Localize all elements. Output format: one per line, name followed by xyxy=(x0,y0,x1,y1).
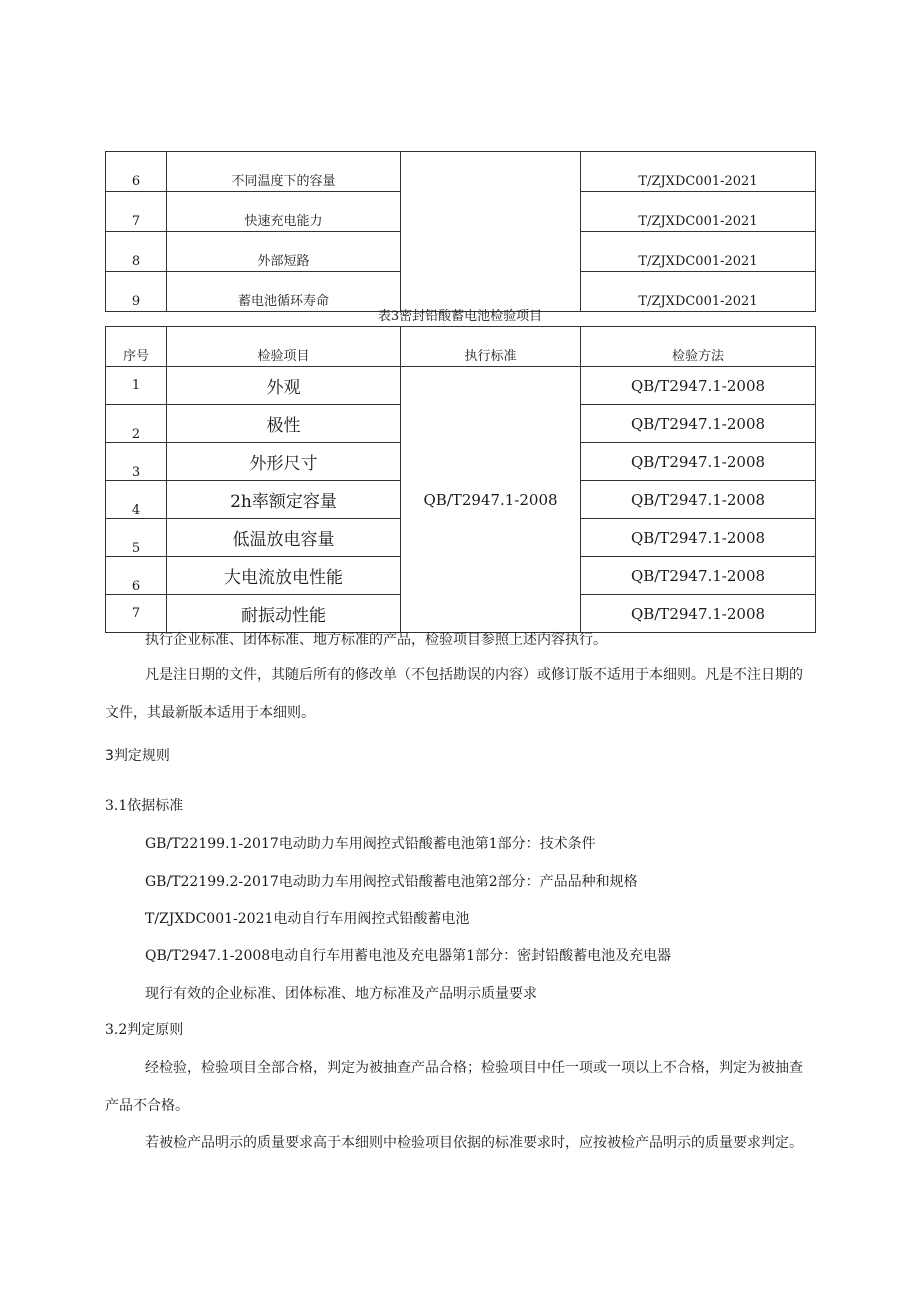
item-cell: 外部短路 xyxy=(167,232,401,272)
standard-cell-empty xyxy=(401,152,581,312)
method-cell: QB/T2947.1-2008 xyxy=(581,595,816,633)
method-cell: QB/T2947.1-2008 xyxy=(581,481,816,519)
section-heading: 3判定规则 xyxy=(105,748,170,764)
seq-cell: 6 xyxy=(106,557,167,595)
method-cell: T/ZJXDC001-2021 xyxy=(581,272,816,312)
paragraph-principle-1: 经检验，检验项目全部合格，判定为被抽查产品合格；检验项目中任一项或一项以上不合格，判定为被抽查产品不合格。 xyxy=(105,1060,803,1114)
header-method: 检验方法 xyxy=(581,327,816,367)
seq-cell: 3 xyxy=(106,443,167,481)
method-cell: T/ZJXDC001-2021 xyxy=(581,232,816,272)
subsection-title-basis: 3.1依据标准 xyxy=(105,798,184,814)
header-item: 检验项目 xyxy=(167,327,401,367)
table-row xyxy=(106,367,816,405)
table-header-row xyxy=(106,327,816,367)
item-cell: 耐振动性能 xyxy=(167,595,401,633)
seq-cell: 1 xyxy=(106,367,167,405)
header-seq: 序号 xyxy=(106,327,167,367)
item-cell: 外观 xyxy=(167,367,401,405)
header-standard: 执行标准 xyxy=(401,327,581,367)
method-cell: T/ZJXDC001-2021 xyxy=(581,152,816,192)
seq-cell: 2 xyxy=(106,405,167,443)
item-cell: 蓄电池循环寿命 xyxy=(167,272,401,312)
method-cell: QB/T2947.1-2008 xyxy=(581,557,816,595)
method-cell: T/ZJXDC001-2021 xyxy=(581,192,816,232)
item-cell: 外形尺寸 xyxy=(167,443,401,481)
method-cell: QB/T2947.1-2008 xyxy=(581,405,816,443)
table-row xyxy=(106,152,816,192)
item-cell: 低温放电容量 xyxy=(167,519,401,557)
seq-cell: 4 xyxy=(106,481,167,519)
seq-cell: 9 xyxy=(106,272,167,312)
paragraph-applicability: 执行企业标准、团体标准、地方标准的产品，检验项目参照上述内容执行。 xyxy=(145,632,607,648)
item-cell: 大电流放电性能 xyxy=(167,557,401,595)
standard-cell: QB/T2947.1-2008 xyxy=(401,367,581,633)
table-top-continued xyxy=(105,151,816,312)
paragraph-dated-references: 凡是注日期的文件，其随后所有的修改单（不包括勘误的内容）或修订版不适用于本细则。凡是不注日期的文件，其最新版本适用于本细则。 xyxy=(105,667,803,721)
item-cell: 2h率额定容量 xyxy=(167,481,401,519)
subsection-title-principle: 3.2判定原则 xyxy=(105,1022,184,1038)
standard-item: GB/T22199.1-2017电动助力车用阀控式铅酸蓄电池第1部分：技术条件 xyxy=(145,836,596,852)
seq-cell: 7 xyxy=(106,192,167,232)
standard-item: T/ZJXDC001-2021电动自行车用阀控式铅酸蓄电池 xyxy=(145,911,470,927)
method-cell: QB/T2947.1-2008 xyxy=(581,367,816,405)
standard-item: QB/T2947.1-2008电动自行车用蓄电池及充电器第1部分：密封铅酸蓄电池及充电器 xyxy=(145,948,672,964)
seq-cell: 8 xyxy=(106,232,167,272)
seq-cell: 7 xyxy=(106,595,167,633)
seq-cell: 6 xyxy=(106,152,167,192)
method-cell: QB/T2947.1-2008 xyxy=(581,519,816,557)
item-cell: 极性 xyxy=(167,405,401,443)
standard-item: 现行有效的企业标准、团体标准、地方标准及产品明示质量要求 xyxy=(145,986,537,1002)
item-cell: 快速充电能力 xyxy=(167,192,401,232)
paragraph-principle-2: 若被检产品明示的质量要求高于本细则中检验项目依据的标准要求时，应按被检产品明示的质量要求判定。 xyxy=(145,1135,803,1151)
standard-item: GB/T22199.2-2017电动助力车用阀控式铅酸蓄电池第2部分：产品品种和规格 xyxy=(145,874,638,890)
item-cell: 不同温度下的容量 xyxy=(167,152,401,192)
seq-cell: 5 xyxy=(106,519,167,557)
method-cell: QB/T2947.1-2008 xyxy=(581,443,816,481)
table3 xyxy=(105,326,816,633)
table3-caption: 表3密封铅酸蓄电池检验项目 xyxy=(377,309,543,324)
